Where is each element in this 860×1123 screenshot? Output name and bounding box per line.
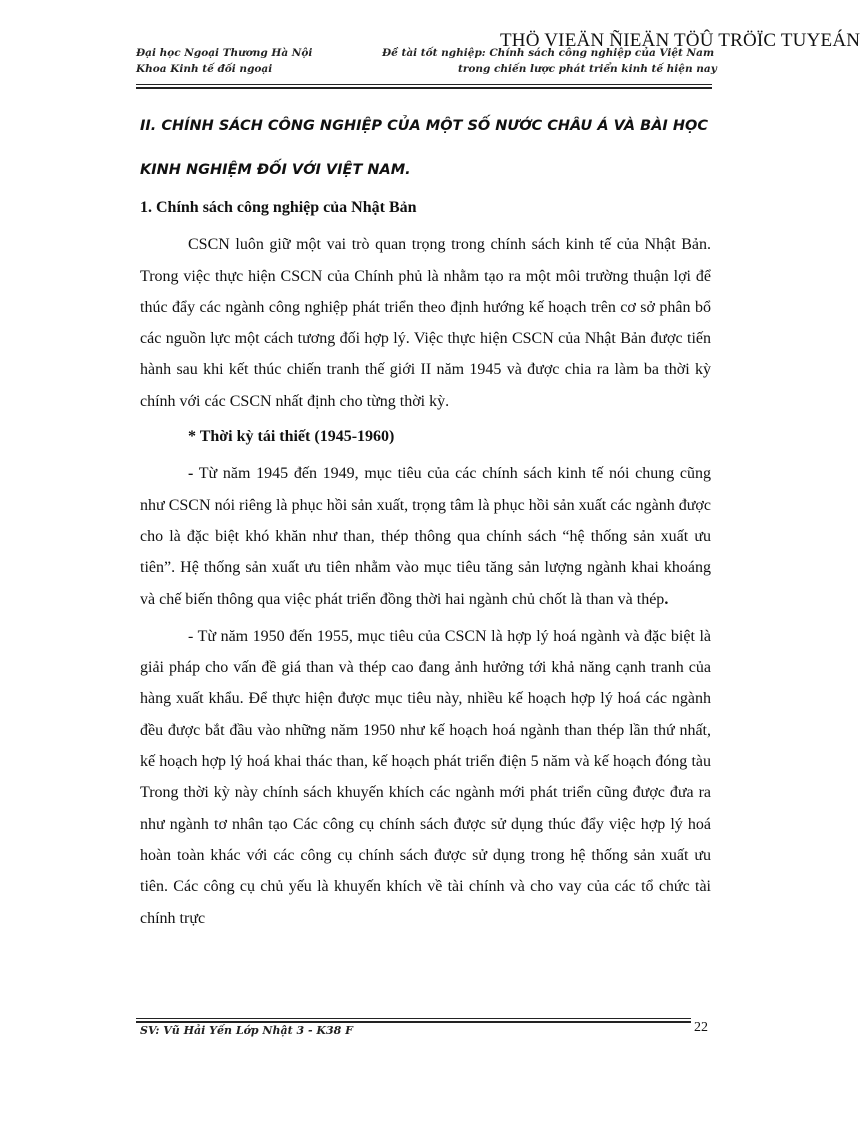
paragraph-1: CSCN luôn giữ một vai trò quan trọng trong chính sách kinh tế của Nhật Bản. Trong việc thực hiện CSCN của Chính phủ là nhằm tạo ra một môi trường thuận lợi để thúc đẩy các ngành công nghiệp phát triển theo định hướng kế hoạch trên cơ sở phân bổ các nguồn lực một cách tương đối hợp lý. Việc thực hiện CSCN của Nhật Bản được tiến hành sau khi kết thúc chiến tranh thế giới II năm 1945 và được chia ra làm ba thời kỳ chính với các CSCN nhất định cho từng thời kỳ. bbox=[140, 236, 711, 410]
thesis-title-line-2: trong chiến lược phát triển kinh tế hiện nay bbox=[458, 63, 717, 75]
section-title: II. CHÍNH SÁCH CÔNG NGHIỆP CỦA MỘT SỐ NƯỚC CHÂU Á VÀ BÀI HỌC KINH NGHIỆM ĐỐI VỚI VIỆT NAM. bbox=[140, 118, 708, 178]
paragraph-2-dash: - bbox=[188, 465, 194, 483]
heading-1: 1. Chính sách công nghiệp của Nhật Bản bbox=[140, 199, 417, 216]
header-divider bbox=[136, 84, 712, 85]
footer-author: SV: Vũ Hải Yến Lớp Nhật 3 - K38 F bbox=[140, 1024, 353, 1037]
paragraph-2-end: . bbox=[664, 590, 669, 608]
header-left bbox=[136, 45, 312, 77]
thesis-title-line-1: Đề tài tốt nghiệp: Chính sách công nghiệp của Việt Nam bbox=[382, 47, 715, 59]
footer-divider bbox=[136, 1018, 691, 1019]
document-body bbox=[140, 192, 711, 934]
paragraph-2-text: Từ năm 1945 đến 1949, mục tiêu của các chính sách kinh tế nói chung cũng như CSCN nói riêng là phục hồi sản xuất, trọng tâm là phục hồi sản xuất các ngành được cho là đặc biệt khó khăn như than, thép thông qua chính sách “hệ thống sản xuất ưu tiên”. Hệ thống sản xuất ưu tiên nhằm vào mục tiêu tăng sản lượng ngành khai khoáng và chế biến thông qua việc phát triển đồng thời hai ngành chủ chốt là than và thép bbox=[140, 465, 711, 608]
footer-divider-thick bbox=[136, 1021, 691, 1023]
library-watermark: THÖ VIEÄN ÑIEÄN TÖÛ TRÖÏC TUYEÁN bbox=[500, 30, 860, 51]
university-name: Đại học Ngoại Thương Hà Nội bbox=[136, 47, 313, 59]
paragraph-2 bbox=[140, 458, 711, 614]
paragraph-3: - Từ năm 1950 đến 1955, mục tiêu của CSCN là hợp lý hoá ngành và đặc biệt là giải pháp cho vấn đề giá than và thép cao đang ảnh hưởng tới khả năng cạnh tranh của hàng xuất khẩu. Để thực hiện được mục tiêu này, nhiều kế hoạch hợp lý hoá các ngành đều được bắt đầu vào những năm 1950 như kế hoạch hoá ngành than thép lần thứ nhất, kế hoạch hợp lý hoá khai thác than, kế hoạch phát triển điện 5 năm và kế hoạch đóng tàu Trong thời kỳ này chính sách khuyến khích các ngành mới phát triển cũng được đưa ra như ngành tơ nhân tạo Các công cụ chính sách được sử dụng thúc đẩy việc hợp lý hoá hoàn toàn khác với các công cụ chính sách được sử dụng trong hệ thống sản xuất ưu tiên. Các công cụ chủ yếu là khuyến khích về tài chính và cho vay của các tổ chức tài chính trực bbox=[140, 627, 711, 927]
subheading-period: * Thời kỳ tái thiết (1945-1960) bbox=[188, 428, 395, 446]
header-divider-thick bbox=[136, 87, 712, 89]
faculty-name: Khoa Kinh tế đối ngoại bbox=[136, 63, 273, 75]
page-number: 22 bbox=[694, 1020, 708, 1035]
header-right bbox=[382, 45, 717, 77]
